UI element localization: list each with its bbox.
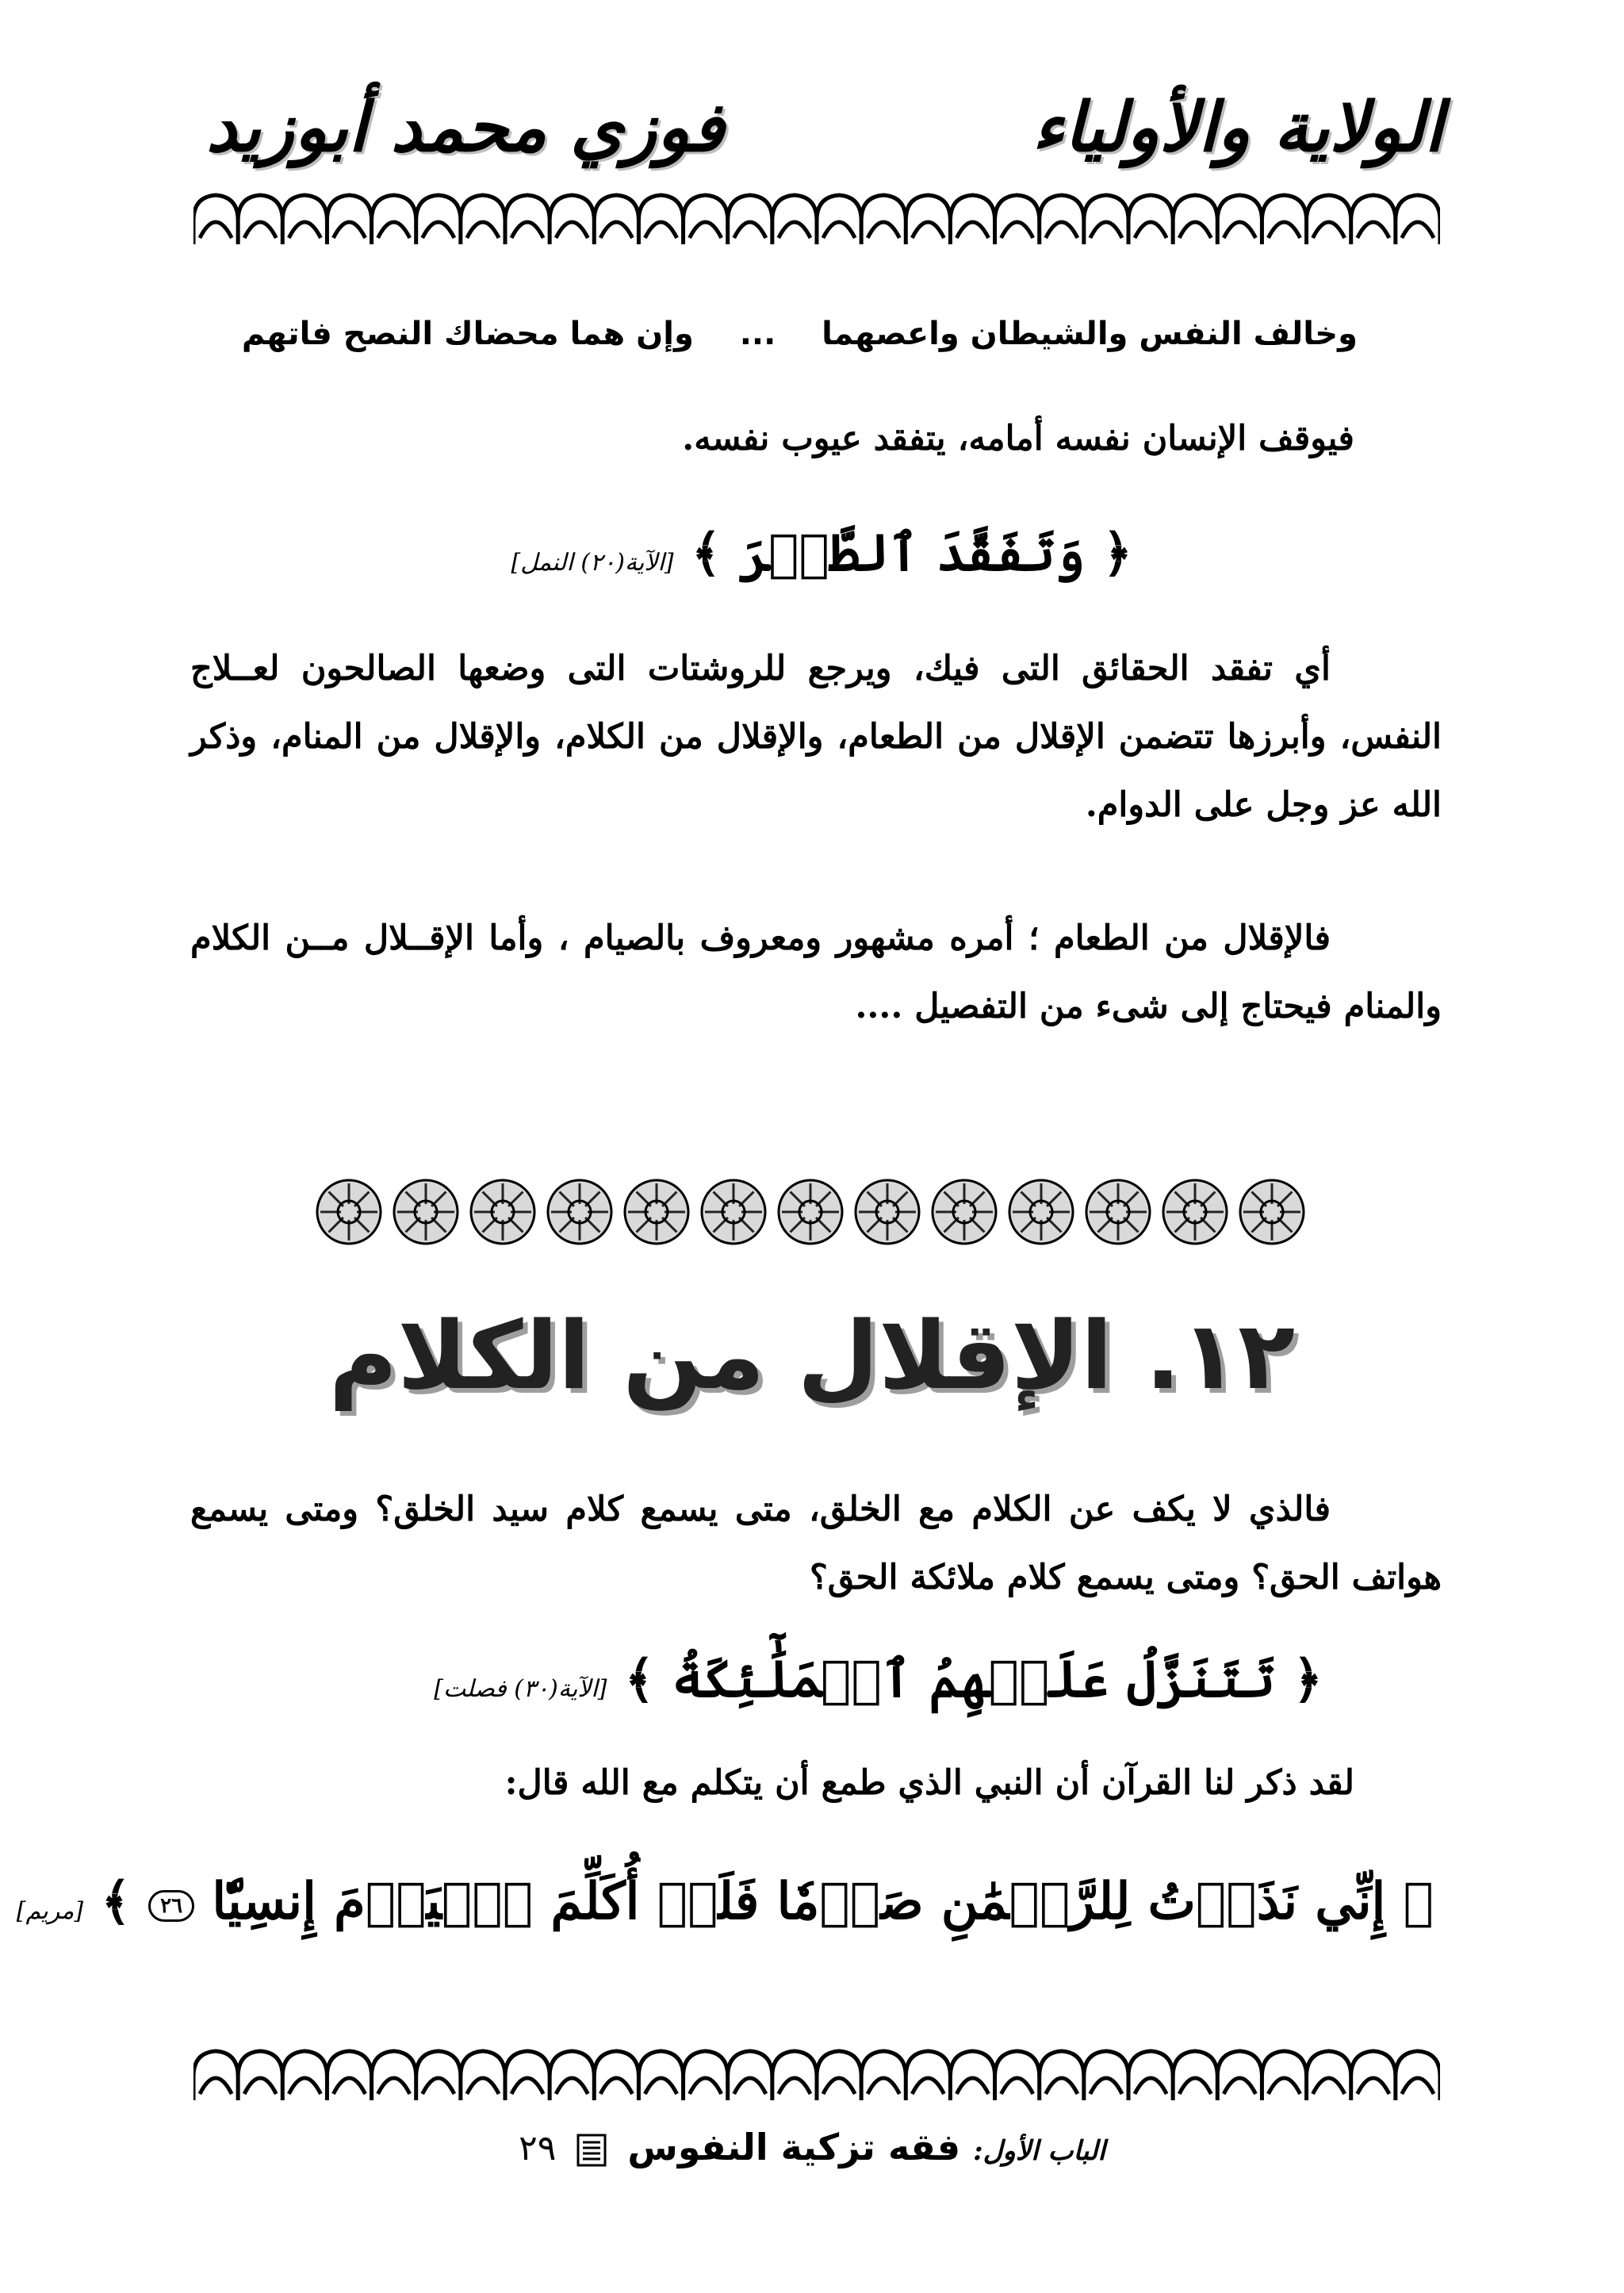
ornament-medallion — [1009, 1180, 1073, 1244]
ornament-medallion — [702, 1180, 765, 1244]
verse-2-text: ﴿ تَتَنَزَّلُ عَلَيۡهِمُ ٱلۡمَلَٰٓئِكَةُ ﴾ — [624, 1650, 1323, 1709]
page-footer — [0, 2126, 1624, 2168]
paragraph-4: فالذي لا يكف عن الكلام مع الخلق، متى يسمع كلام سيد الخلق؟ ومتى يسمع هواتف الحق؟ ومتى يسمع كلام ملائكة الحق؟ — [190, 1490, 1442, 1597]
page-number: ٢٩ — [519, 2128, 557, 2168]
bottom-arch-border — [193, 2046, 1440, 2102]
paragraph-1: فيوقف الإنسان نفسه أمامه، يتفقد عيوب نفسه. — [682, 419, 1354, 458]
verse-2-reference: [الآية(٣٠) فصلت] — [434, 1675, 607, 1703]
top-arch-border — [193, 190, 1440, 246]
ornament-medallion — [625, 1180, 688, 1244]
ornament-medallion — [779, 1180, 842, 1244]
ornament-medallion — [1086, 1180, 1150, 1244]
paragraph-5: لقد ذكر لنا القرآن أن النبي الذي طمع أن يتكلم مع الله قال: — [504, 1763, 1354, 1803]
ornament-medallion — [471, 1180, 534, 1244]
footer-chapter-title: فقه تزكية النفوس — [627, 2126, 961, 2168]
page-header — [190, 87, 1443, 174]
verse-1-text: ﴿ وَتَفَقَّدَ ٱلطَّيۡرَ ﴾ — [691, 523, 1132, 583]
poem-line — [242, 316, 1358, 352]
section-heading: ١٢. الإقلال من الكلام — [328, 1301, 1296, 1410]
poem-hemistich-right: وخالف النفس والشيطان واعصهما — [822, 316, 1358, 352]
ornament-medallion — [394, 1180, 458, 1244]
ornament-medallion — [1240, 1180, 1304, 1244]
verse-1-reference: [الآية(٢٠) النمل] — [511, 549, 674, 577]
quran-verse-3 — [17, 1872, 1434, 1931]
verse-3-text: ﴿ إِنِّي نَذَرۡتُ لِلرَّحۡمَٰنِ صَوۡمٗا فَلَنۡ أُكَلِّمَ ٱلۡيَوۡمَ إِنسِيّٗا — [212, 1872, 1434, 1931]
ornament-medallion — [1163, 1180, 1227, 1244]
paragraph-3: فالإقلال من الطعام ؛ أمره مشهور ومعروف بالصيام ، وأما الإقــلال مــن الكلام والمنام فيحتاج إلى شىء من التفصيل .... — [190, 918, 1442, 1026]
ornament-medallion — [856, 1180, 919, 1244]
ayah-number-marker: ٢٦ — [148, 1890, 194, 1922]
book-title: الولاية والأولياء — [1032, 87, 1443, 167]
ornament-medallion — [317, 1180, 381, 1244]
footer-chapter-label: الباب الأول: — [973, 2135, 1105, 2167]
author-name: فوزي محمد أبوزيد — [206, 87, 725, 167]
quran-verse-1 — [511, 523, 1132, 583]
verse-3-reference: [مريم] — [16, 1897, 84, 1925]
ornament-medallion — [933, 1180, 996, 1244]
verse-3-close: ﴾ — [101, 1872, 131, 1931]
quran-verse-2 — [434, 1650, 1323, 1709]
book-page-icon — [576, 2134, 607, 2167]
ornament-medallion — [548, 1180, 611, 1244]
poem-separator: ... — [739, 316, 776, 352]
poem-hemistich-left: وإن هما محضاك النصح فاتهم — [241, 316, 694, 352]
ornament-divider — [0, 1164, 1624, 1260]
paragraph-2: أي تفقد الحقائق التى فيك، ويرجع للروشتات التى وضعها الصالحون لعــلاج النفس، وأبرزها تتضمن الإقلال من الطعام، والإقلال من الكلام، والإقلال من المنام، وذكر الله عز وجل على الدوام. — [190, 649, 1442, 825]
